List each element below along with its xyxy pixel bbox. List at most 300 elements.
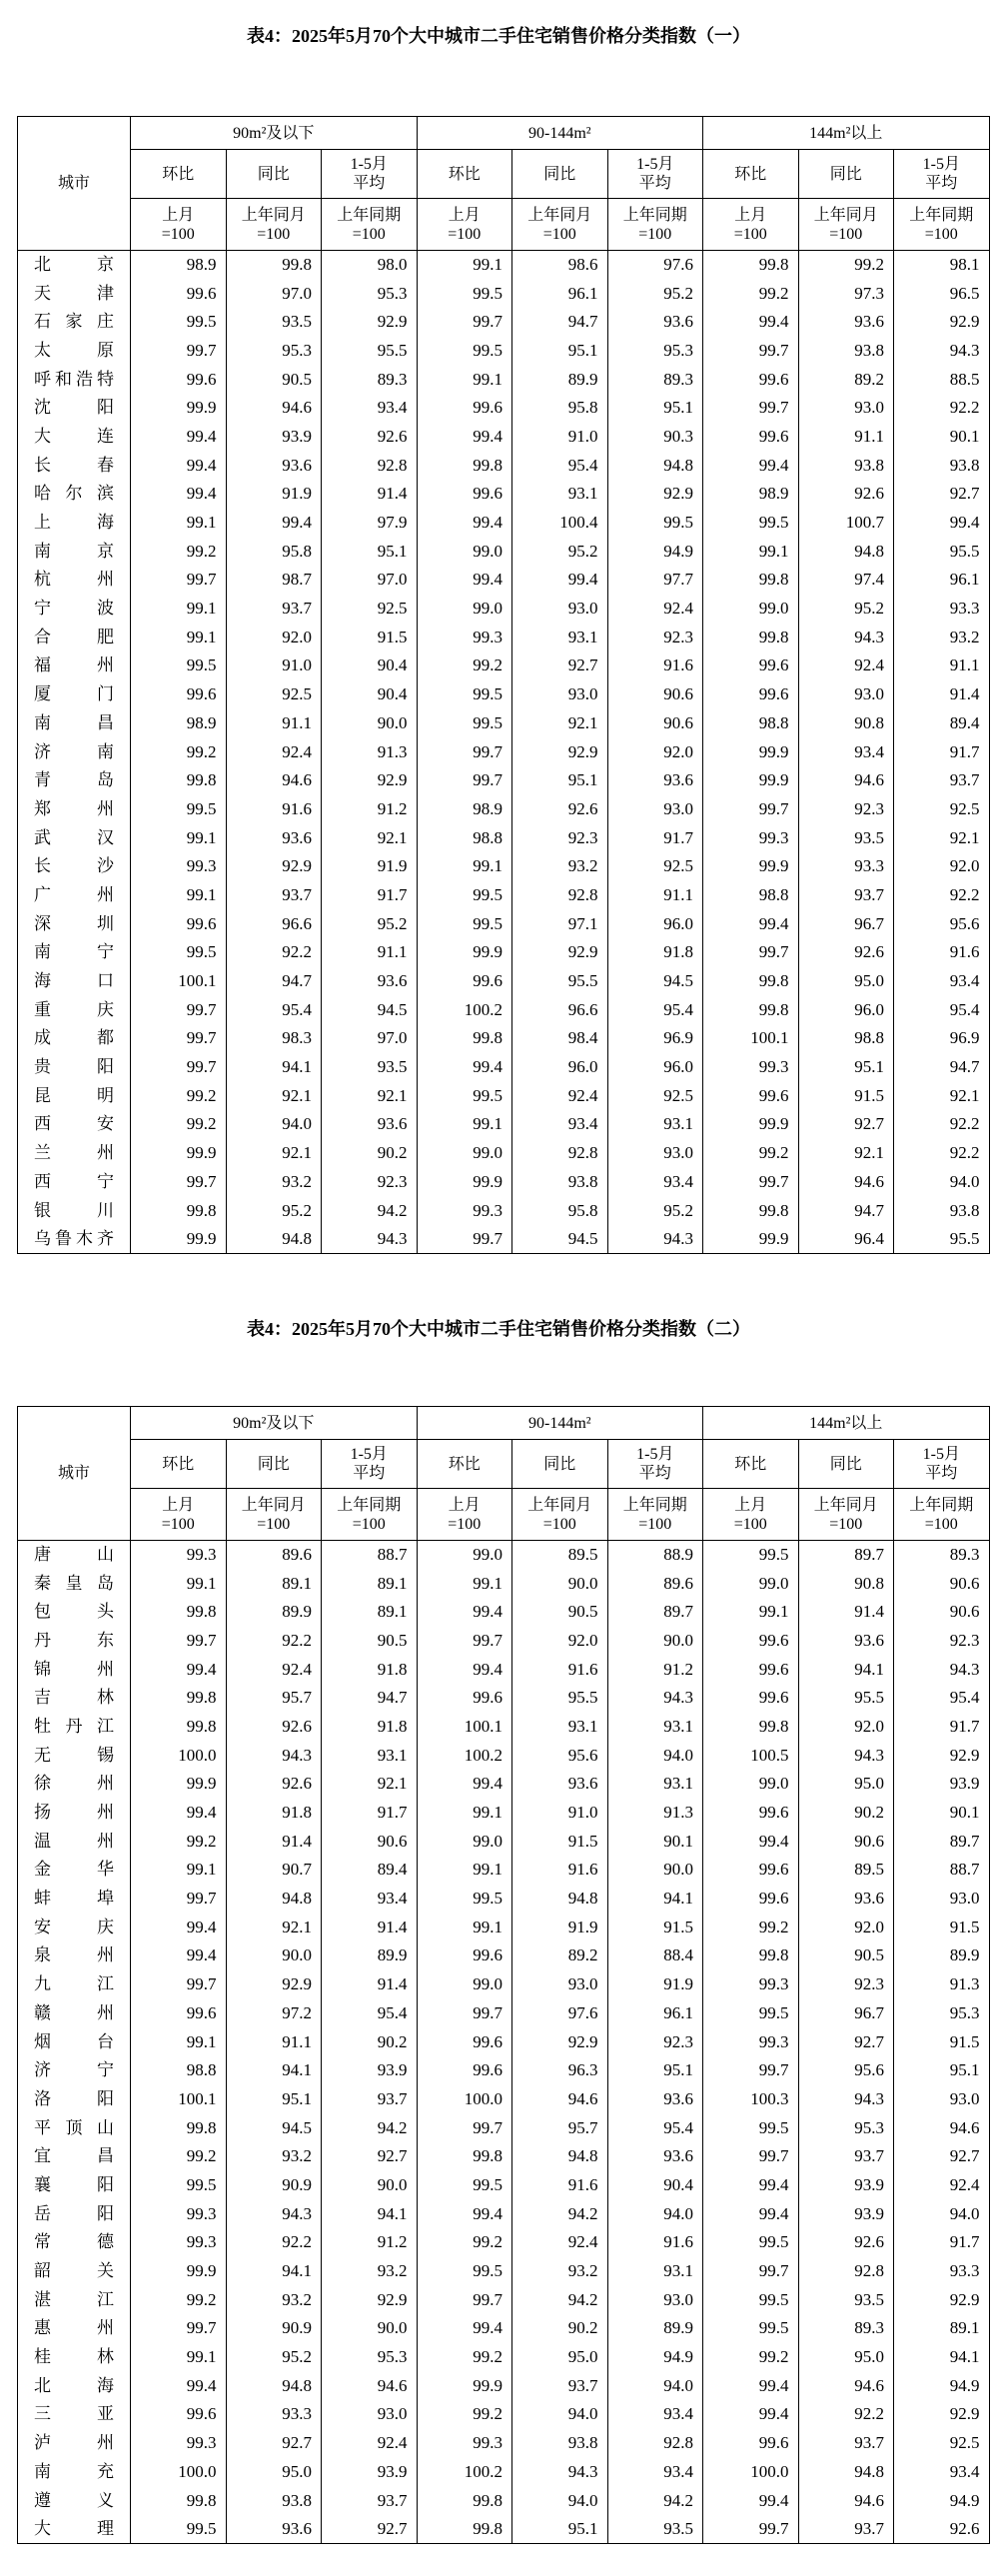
over-144-mom-index: 99.6 xyxy=(703,1684,799,1713)
90-144-yoy-index: 90.0 xyxy=(512,1569,608,1598)
over-144-mom-index: 99.7 xyxy=(703,2515,799,2544)
90-144-ytd-avg-index: 91.6 xyxy=(607,651,703,680)
90-144-ytd-avg-index: 95.1 xyxy=(607,394,703,423)
under-90-yoy-index: 95.3 xyxy=(226,337,322,366)
90-144-mom-index: 99.1 xyxy=(417,251,512,280)
under-90-yoy-index: 99.4 xyxy=(226,509,322,538)
under-90-ytd-avg-index: 92.1 xyxy=(322,1081,418,1110)
under-90-ytd-avg-index: 91.9 xyxy=(322,852,418,881)
90-144-mom-index: 99.6 xyxy=(417,967,512,996)
index-base-header-ytd-avg-index: 上年同期 =100 xyxy=(894,1489,990,1541)
under-90-yoy-index: 93.6 xyxy=(226,823,322,852)
90-144-mom-index: 99.4 xyxy=(417,509,512,538)
under-90-mom-index: 99.8 xyxy=(131,1713,227,1742)
index-type-header-yoy-index: 同比 xyxy=(226,1440,322,1489)
under-90-ytd-avg-index: 93.0 xyxy=(322,2400,418,2429)
over-144-mom-index: 99.3 xyxy=(703,1970,799,1999)
over-144-yoy-index: 93.8 xyxy=(798,337,894,366)
under-90-mom-index: 99.6 xyxy=(131,680,227,709)
90-144-mom-index: 99.4 xyxy=(417,566,512,595)
over-144-ytd-avg-index: 94.3 xyxy=(894,1655,990,1684)
90-144-ytd-avg-index: 94.9 xyxy=(607,537,703,566)
over-144-yoy-index: 96.7 xyxy=(798,909,894,938)
under-90-ytd-avg-index: 89.1 xyxy=(322,1569,418,1598)
city-name: 蚌埠 xyxy=(34,1889,114,1909)
under-90-mom-index: 100.0 xyxy=(131,2458,227,2487)
city-cell xyxy=(18,1569,131,1598)
table-row xyxy=(18,337,990,366)
city-name: 济南 xyxy=(34,741,114,761)
90-144-yoy-index: 94.0 xyxy=(512,2400,608,2429)
over-144-mom-index: 99.7 xyxy=(703,394,799,423)
table-row xyxy=(18,595,990,624)
table-row xyxy=(18,2056,990,2085)
90-144-yoy-index: 93.2 xyxy=(512,852,608,881)
over-144-ytd-avg-index: 92.6 xyxy=(894,2515,990,2544)
90-144-mom-index: 99.4 xyxy=(417,1770,512,1799)
city-cell xyxy=(18,2371,131,2400)
city-cell xyxy=(18,1885,131,1914)
over-144-yoy-index: 96.0 xyxy=(798,995,894,1024)
90-144-mom-index: 100.2 xyxy=(417,995,512,1024)
over-144-yoy-index: 89.2 xyxy=(798,365,894,394)
under-90-yoy-index: 90.0 xyxy=(226,1941,322,1970)
90-144-yoy-index: 93.0 xyxy=(512,1970,608,1999)
over-144-mom-index: 99.9 xyxy=(703,1225,799,1254)
over-144-mom-index: 99.9 xyxy=(703,852,799,881)
table-row xyxy=(18,2285,990,2314)
over-144-mom-index: 100.5 xyxy=(703,1741,799,1770)
90-144-ytd-avg-index: 90.6 xyxy=(607,680,703,709)
under-90-yoy-index: 93.7 xyxy=(226,881,322,910)
under-90-yoy-index: 91.8 xyxy=(226,1799,322,1828)
city-name: 成都 xyxy=(34,1028,114,1048)
table-row xyxy=(18,938,990,967)
city-name: 韶关 xyxy=(34,2261,114,2281)
under-90-mom-index: 99.3 xyxy=(131,852,227,881)
under-90-mom-index: 99.1 xyxy=(131,1856,227,1885)
90-144-yoy-index: 93.0 xyxy=(512,595,608,624)
90-144-mom-index: 99.7 xyxy=(417,766,512,795)
under-90-yoy-index: 94.3 xyxy=(226,2199,322,2228)
under-90-ytd-avg-index: 90.4 xyxy=(322,680,418,709)
90-144-mom-index: 99.6 xyxy=(417,2027,512,2056)
90-144-yoy-index: 100.4 xyxy=(512,509,608,538)
under-90-mom-index: 99.4 xyxy=(131,423,227,452)
city-name: 昆明 xyxy=(34,1085,114,1105)
header-row-index-types xyxy=(18,1440,990,1489)
under-90-ytd-avg-index: 89.4 xyxy=(322,1856,418,1885)
city-name: 九江 xyxy=(34,1974,114,1994)
over-144-ytd-avg-index: 93.0 xyxy=(894,2085,990,2114)
city-cell xyxy=(18,2285,131,2314)
index-base-header-yoy-index: 上年同月 =100 xyxy=(798,199,894,251)
over-144-mom-index: 99.6 xyxy=(703,680,799,709)
under-90-yoy-index: 92.6 xyxy=(226,1713,322,1742)
90-144-mom-index: 99.8 xyxy=(417,2142,512,2171)
90-144-yoy-index: 97.1 xyxy=(512,909,608,938)
header-row-index-bases xyxy=(18,199,990,251)
over-144-ytd-avg-index: 91.6 xyxy=(894,938,990,967)
city-cell xyxy=(18,1970,131,1999)
90-144-ytd-avg-index: 93.6 xyxy=(607,308,703,337)
city-name: 海口 xyxy=(34,971,114,991)
under-90-ytd-avg-index: 92.7 xyxy=(322,2515,418,2544)
under-90-ytd-avg-index: 94.2 xyxy=(322,1196,418,1225)
table-row xyxy=(18,1885,990,1914)
under-90-yoy-index: 99.8 xyxy=(226,251,322,280)
city-cell xyxy=(18,423,131,452)
90-144-mom-index: 99.6 xyxy=(417,2056,512,2085)
over-144-mom-index: 99.5 xyxy=(703,2228,799,2257)
under-90-mom-index: 99.7 xyxy=(131,2314,227,2343)
over-144-mom-index: 99.9 xyxy=(703,1110,799,1139)
90-144-ytd-avg-index: 93.1 xyxy=(607,1770,703,1799)
under-90-yoy-index: 92.1 xyxy=(226,1139,322,1168)
90-144-mom-index: 99.4 xyxy=(417,2314,512,2343)
over-144-ytd-avg-index: 95.1 xyxy=(894,2056,990,2085)
under-90-yoy-index: 91.9 xyxy=(226,480,322,509)
city-cell xyxy=(18,1941,131,1970)
over-144-ytd-avg-index: 91.5 xyxy=(894,2027,990,2056)
under-90-ytd-avg-index: 93.7 xyxy=(322,2486,418,2515)
over-144-mom-index: 99.6 xyxy=(703,1856,799,1885)
90-144-ytd-avg-index: 95.4 xyxy=(607,995,703,1024)
city-name: 锦州 xyxy=(34,1659,114,1679)
90-144-yoy-index: 92.0 xyxy=(512,1627,608,1656)
under-90-ytd-avg-index: 94.6 xyxy=(322,2371,418,2400)
90-144-mom-index: 99.5 xyxy=(417,337,512,366)
index-type-header-mom-index: 环比 xyxy=(131,1440,227,1489)
table-row xyxy=(18,2027,990,2056)
over-144-mom-index: 99.7 xyxy=(703,337,799,366)
over-144-ytd-avg-index: 94.1 xyxy=(894,2343,990,2372)
under-90-mom-index: 100.0 xyxy=(131,1741,227,1770)
under-90-yoy-index: 94.8 xyxy=(226,1225,322,1254)
under-90-mom-index: 99.3 xyxy=(131,2429,227,2458)
index-base-header-mom-index: 上月 =100 xyxy=(131,1489,227,1541)
over-144-yoy-index: 92.7 xyxy=(798,2027,894,2056)
over-144-mom-index: 99.3 xyxy=(703,2027,799,2056)
under-90-ytd-avg-index: 91.8 xyxy=(322,1655,418,1684)
table-row xyxy=(18,1627,990,1656)
over-144-yoy-index: 92.2 xyxy=(798,2400,894,2429)
under-90-mom-index: 99.3 xyxy=(131,2199,227,2228)
90-144-ytd-avg-index: 90.3 xyxy=(607,423,703,452)
table-row xyxy=(18,1139,990,1168)
90-144-mom-index: 99.6 xyxy=(417,480,512,509)
under-90-ytd-avg-index: 98.0 xyxy=(322,251,418,280)
table-row xyxy=(18,2113,990,2142)
over-144-ytd-avg-index: 90.6 xyxy=(894,1569,990,1598)
under-90-yoy-index: 91.6 xyxy=(226,795,322,824)
over-144-yoy-index: 94.1 xyxy=(798,1655,894,1684)
under-90-ytd-avg-index: 93.6 xyxy=(322,967,418,996)
under-90-mom-index: 99.7 xyxy=(131,1627,227,1656)
under-90-ytd-avg-index: 91.8 xyxy=(322,1713,418,1742)
over-144-yoy-index: 89.5 xyxy=(798,1856,894,1885)
over-144-mom-index: 99.6 xyxy=(703,365,799,394)
over-144-ytd-avg-index: 89.9 xyxy=(894,1941,990,1970)
under-90-yoy-index: 94.7 xyxy=(226,967,322,996)
over-144-mom-index: 99.7 xyxy=(703,795,799,824)
city-cell xyxy=(18,2343,131,2372)
table-title: 表4：2025年5月70个大中城市二手住宅销售价格分类指数（一） xyxy=(247,26,750,46)
table-row xyxy=(18,1856,990,1885)
city-cell xyxy=(18,1024,131,1053)
city-cell xyxy=(18,1110,131,1139)
city-cell xyxy=(18,1139,131,1168)
over-144-yoy-index: 92.6 xyxy=(798,938,894,967)
city-name: 襄阳 xyxy=(34,2174,114,2194)
under-90-mom-index: 99.1 xyxy=(131,823,227,852)
over-144-yoy-index: 95.0 xyxy=(798,967,894,996)
city-name: 上海 xyxy=(34,513,114,533)
table-row xyxy=(18,537,990,566)
90-144-yoy-index: 90.5 xyxy=(512,1598,608,1627)
under-90-yoy-index: 92.2 xyxy=(226,1627,322,1656)
90-144-ytd-avg-index: 94.3 xyxy=(607,1225,703,1254)
under-90-yoy-index: 94.1 xyxy=(226,2257,322,2286)
city-name: 宁波 xyxy=(34,599,114,619)
under-90-yoy-index: 94.1 xyxy=(226,1053,322,1082)
over-144-yoy-index: 93.6 xyxy=(798,1885,894,1914)
table-title: 表4：2025年5月70个大中城市二手住宅销售价格分类指数（二） xyxy=(247,1319,750,1339)
index-base-header-yoy-index: 上年同月 =100 xyxy=(512,199,608,251)
over-144-mom-index: 100.1 xyxy=(703,1024,799,1053)
90-144-ytd-avg-index: 92.9 xyxy=(607,480,703,509)
city-cell xyxy=(18,995,131,1024)
under-90-ytd-avg-index: 95.5 xyxy=(322,337,418,366)
90-144-ytd-avg-index: 93.4 xyxy=(607,2400,703,2429)
over-144-yoy-index: 91.4 xyxy=(798,1598,894,1627)
table-row xyxy=(18,1225,990,1254)
table-row xyxy=(18,509,990,538)
90-144-mom-index: 99.1 xyxy=(417,1799,512,1828)
90-144-yoy-index: 93.4 xyxy=(512,1110,608,1139)
table-row xyxy=(18,995,990,1024)
index-base-header-mom-index: 上月 =100 xyxy=(703,199,799,251)
90-144-ytd-avg-index: 90.0 xyxy=(607,1856,703,1885)
over-144-yoy-index: 90.8 xyxy=(798,1569,894,1598)
table-row xyxy=(18,2314,990,2343)
city-cell xyxy=(18,2171,131,2200)
city-name: 哈尔滨 xyxy=(34,484,114,504)
over-144-mom-index: 99.2 xyxy=(703,2343,799,2372)
index-type-header-yoy-index: 同比 xyxy=(512,1440,608,1489)
table-row xyxy=(18,2429,990,2458)
index-base-header-mom-index: 上月 =100 xyxy=(417,199,512,251)
table-row xyxy=(18,1569,990,1598)
city-name: 北海 xyxy=(34,2375,114,2395)
over-144-mom-index: 100.3 xyxy=(703,2085,799,2114)
table-row xyxy=(18,1713,990,1742)
over-144-ytd-avg-index: 94.0 xyxy=(894,1168,990,1197)
city-cell xyxy=(18,709,131,738)
under-90-mom-index: 99.7 xyxy=(131,1168,227,1197)
under-90-yoy-index: 94.6 xyxy=(226,394,322,423)
city-name: 广州 xyxy=(34,884,114,904)
90-144-ytd-avg-index: 96.9 xyxy=(607,1024,703,1053)
city-name: 丹东 xyxy=(34,1630,114,1650)
over-144-yoy-index: 92.3 xyxy=(798,795,894,824)
over-144-ytd-avg-index: 92.2 xyxy=(894,394,990,423)
city-name: 湛江 xyxy=(34,2289,114,2309)
under-90-ytd-avg-index: 90.2 xyxy=(322,1139,418,1168)
over-144-ytd-avg-index: 92.3 xyxy=(894,1627,990,1656)
index-type-header-yoy-index: 同比 xyxy=(512,150,608,199)
90-144-yoy-index: 91.9 xyxy=(512,1913,608,1941)
city-cell xyxy=(18,2056,131,2085)
over-144-yoy-index: 93.9 xyxy=(798,2199,894,2228)
90-144-yoy-index: 95.0 xyxy=(512,2343,608,2372)
table-row xyxy=(18,680,990,709)
90-144-yoy-index: 93.7 xyxy=(512,2371,608,2400)
table-row xyxy=(18,423,990,452)
90-144-mom-index: 99.0 xyxy=(417,1970,512,1999)
table-body xyxy=(18,1541,990,2544)
under-90-mom-index: 99.2 xyxy=(131,1081,227,1110)
under-90-yoy-index: 98.7 xyxy=(226,566,322,595)
over-144-yoy-index: 93.6 xyxy=(798,1627,894,1656)
90-144-yoy-index: 94.7 xyxy=(512,308,608,337)
over-144-yoy-index: 92.6 xyxy=(798,2228,894,2257)
under-90-mom-index: 99.4 xyxy=(131,1799,227,1828)
90-144-mom-index: 100.0 xyxy=(417,2085,512,2114)
over-144-yoy-index: 92.1 xyxy=(798,1139,894,1168)
city-cell xyxy=(18,1598,131,1627)
90-144-ytd-avg-index: 90.1 xyxy=(607,1827,703,1856)
city-cell xyxy=(18,1913,131,1941)
city-name: 长春 xyxy=(34,455,114,475)
under-90-ytd-avg-index: 95.3 xyxy=(322,279,418,308)
over-144-yoy-index: 94.6 xyxy=(798,1168,894,1197)
over-144-ytd-avg-index: 91.4 xyxy=(894,680,990,709)
over-144-ytd-avg-index: 93.3 xyxy=(894,595,990,624)
city-cell xyxy=(18,1081,131,1110)
over-144-mom-index: 99.8 xyxy=(703,967,799,996)
90-144-ytd-avg-index: 95.4 xyxy=(607,2113,703,2142)
over-144-mom-index: 99.8 xyxy=(703,1941,799,1970)
under-90-ytd-avg-index: 91.4 xyxy=(322,1970,418,1999)
over-144-yoy-index: 92.7 xyxy=(798,1110,894,1139)
90-144-yoy-index: 95.1 xyxy=(512,2515,608,2544)
90-144-mom-index: 99.7 xyxy=(417,737,512,766)
city-cell xyxy=(18,651,131,680)
city-cell xyxy=(18,680,131,709)
90-144-ytd-avg-index: 90.0 xyxy=(607,1627,703,1656)
90-144-ytd-avg-index: 94.3 xyxy=(607,1684,703,1713)
under-90-mom-index: 99.2 xyxy=(131,2285,227,2314)
90-144-yoy-index: 94.2 xyxy=(512,2285,608,2314)
over-144-yoy-index: 93.5 xyxy=(798,2285,894,2314)
90-144-mom-index: 99.3 xyxy=(417,2429,512,2458)
90-144-mom-index: 99.0 xyxy=(417,1827,512,1856)
over-144-ytd-avg-index: 96.5 xyxy=(894,279,990,308)
city-cell xyxy=(18,1741,131,1770)
under-90-yoy-index: 89.9 xyxy=(226,1598,322,1627)
under-90-ytd-avg-index: 93.4 xyxy=(322,394,418,423)
90-144-yoy-index: 94.8 xyxy=(512,1885,608,1914)
over-144-yoy-index: 93.5 xyxy=(798,823,894,852)
under-90-mom-index: 98.9 xyxy=(131,709,227,738)
under-90-mom-index: 99.3 xyxy=(131,1541,227,1570)
under-90-mom-index: 99.1 xyxy=(131,2343,227,2372)
90-144-mom-index: 99.0 xyxy=(417,1541,512,1570)
city-cell xyxy=(18,766,131,795)
90-144-ytd-avg-index: 92.5 xyxy=(607,852,703,881)
over-144-ytd-avg-index: 91.3 xyxy=(894,1970,990,1999)
city-cell xyxy=(18,967,131,996)
city-name: 乌鲁木齐 xyxy=(34,1228,114,1248)
under-90-ytd-avg-index: 91.4 xyxy=(322,480,418,509)
90-144-ytd-avg-index: 93.6 xyxy=(607,2142,703,2171)
price-index-table xyxy=(17,116,990,1254)
city-name: 安庆 xyxy=(34,1917,114,1936)
index-base-header-ytd-avg-index: 上年同期 =100 xyxy=(607,199,703,251)
under-90-ytd-avg-index: 94.1 xyxy=(322,2199,418,2228)
90-144-ytd-avg-index: 93.0 xyxy=(607,795,703,824)
over-144-ytd-avg-index: 92.7 xyxy=(894,2142,990,2171)
table-row xyxy=(18,967,990,996)
90-144-yoy-index: 98.4 xyxy=(512,1024,608,1053)
city-cell xyxy=(18,2257,131,2286)
under-90-mom-index: 99.8 xyxy=(131,766,227,795)
under-90-ytd-avg-index: 89.9 xyxy=(322,1941,418,1970)
under-90-mom-index: 99.8 xyxy=(131,1598,227,1627)
over-144-yoy-index: 95.5 xyxy=(798,1684,894,1713)
90-144-mom-index: 99.6 xyxy=(417,1684,512,1713)
table-row xyxy=(18,1081,990,1110)
over-144-mom-index: 99.0 xyxy=(703,1569,799,1598)
over-144-ytd-avg-index: 93.2 xyxy=(894,623,990,651)
90-144-mom-index: 99.5 xyxy=(417,279,512,308)
90-144-mom-index: 99.4 xyxy=(417,423,512,452)
under-90-ytd-avg-index: 91.7 xyxy=(322,881,418,910)
90-144-yoy-index: 89.5 xyxy=(512,1541,608,1570)
over-144-yoy-index: 93.7 xyxy=(798,2429,894,2458)
90-144-ytd-avg-index: 89.9 xyxy=(607,2314,703,2343)
over-144-yoy-index: 89.3 xyxy=(798,2314,894,2343)
over-144-mom-index: 99.3 xyxy=(703,1053,799,1082)
index-type-header-ytd-avg-index: 1-5月 平均 xyxy=(322,150,418,199)
under-90-yoy-index: 92.7 xyxy=(226,2429,322,2458)
under-90-yoy-index: 93.3 xyxy=(226,2400,322,2429)
table-row xyxy=(18,2371,990,2400)
index-type-header-ytd-avg-index: 1-5月 平均 xyxy=(607,1440,703,1489)
90-144-ytd-avg-index: 93.0 xyxy=(607,1139,703,1168)
index-base-header-mom-index: 上月 =100 xyxy=(703,1489,799,1541)
90-144-mom-index: 100.1 xyxy=(417,1713,512,1742)
city-name: 平顶山 xyxy=(34,2117,114,2137)
90-144-ytd-avg-index: 94.0 xyxy=(607,1741,703,1770)
90-144-mom-index: 99.7 xyxy=(417,2113,512,2142)
under-90-ytd-avg-index: 90.0 xyxy=(322,2314,418,2343)
area-group-header-90-144: 90-144m² xyxy=(417,117,703,150)
under-90-ytd-avg-index: 94.5 xyxy=(322,995,418,1024)
over-144-ytd-avg-index: 92.9 xyxy=(894,308,990,337)
table-row xyxy=(18,1770,990,1799)
over-144-yoy-index: 94.8 xyxy=(798,2458,894,2487)
table-row xyxy=(18,651,990,680)
city-name: 杭州 xyxy=(34,570,114,590)
table-row xyxy=(18,766,990,795)
under-90-ytd-avg-index: 94.3 xyxy=(322,1225,418,1254)
over-144-mom-index: 99.4 xyxy=(703,2199,799,2228)
under-90-ytd-avg-index: 95.2 xyxy=(322,909,418,938)
over-144-ytd-avg-index: 93.8 xyxy=(894,1196,990,1225)
over-144-yoy-index: 93.7 xyxy=(798,881,894,910)
